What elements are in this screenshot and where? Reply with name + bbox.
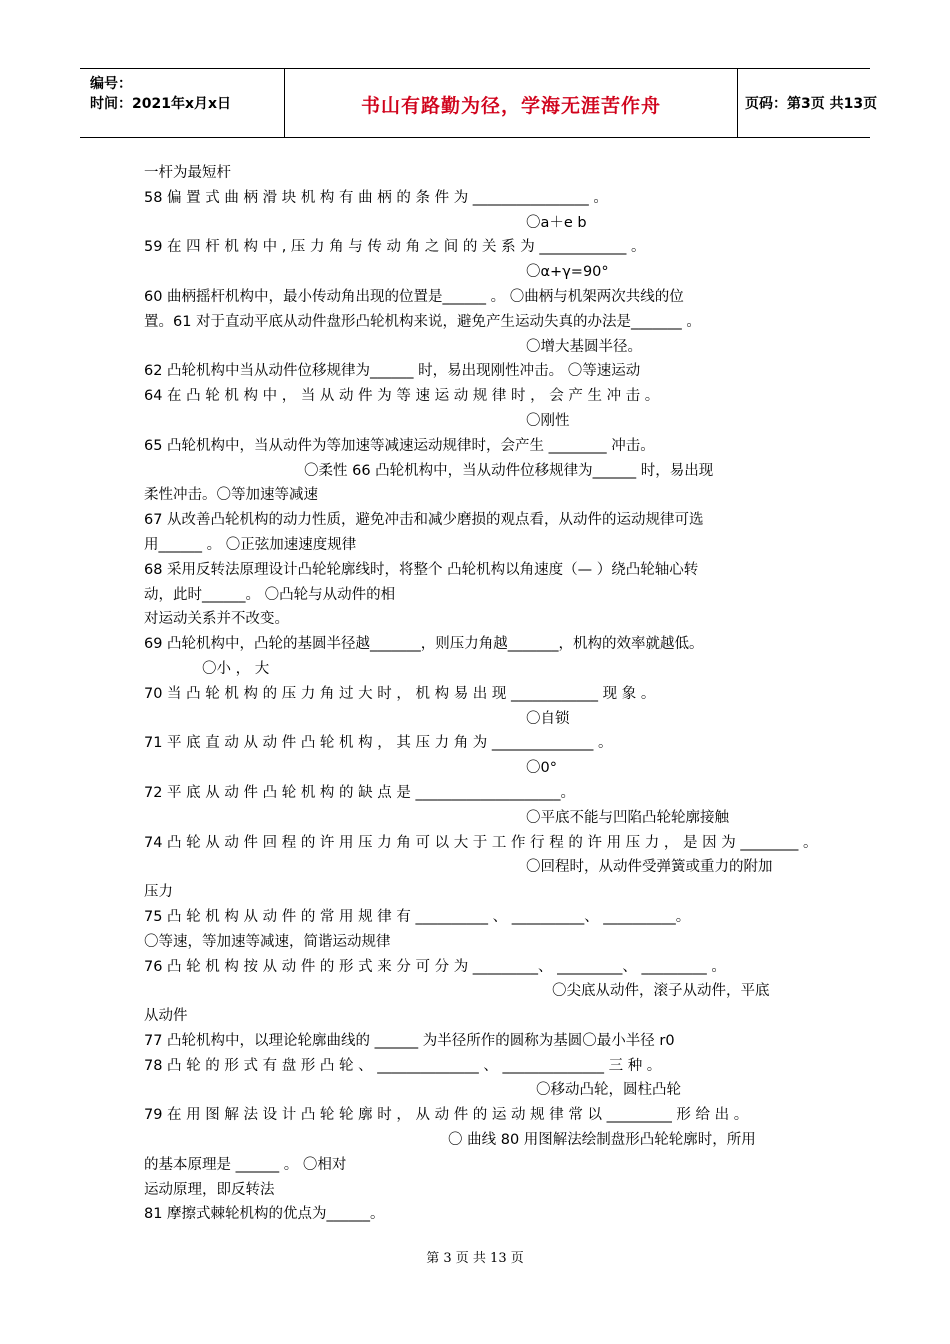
question-68: 68 采用反转法原理设计凸轮轮廓线时，将整个 凸轮机构以角速度（— ）绕凸轮轴心转 xyxy=(144,561,699,578)
header-meta xyxy=(80,69,284,137)
page-footer: 第 3 页 共 13 页 xyxy=(426,1251,524,1266)
question-69: 69 凸轮机构中，凸轮的基圆半径越_______，则压力角越_______，机构的效率就越低。 xyxy=(144,636,704,653)
answer-64: 〇刚性 xyxy=(526,412,570,429)
question-70: 70 当 凸 轮 机 构 的 压 力 角 过 大 时 ， 机 构 易 出 现 ____________ 现 象 。 xyxy=(144,685,656,702)
answer-72: 〇平底不能与凹陷凸轮轮廓接触 xyxy=(526,809,729,826)
question-78: 78 凸 轮 的 形 式 有 盘 形 凸 轮 、 ______________ 、 ______________ 三 种 。 xyxy=(144,1057,662,1074)
answer-80: 的基本原理是 ______ 。 〇相对 xyxy=(144,1156,347,1173)
answer-66: 柔性冲击。〇等加速等减速 xyxy=(144,487,318,504)
page-header xyxy=(80,68,878,138)
question-72: 72 平 底 从 动 件 凸 轮 机 构 的 缺 点 是 ____________________。 xyxy=(144,784,575,801)
question-81: 81 摩擦式棘轮机构的优点为______。 xyxy=(144,1206,385,1223)
question-74: 74 凸 轮 从 动 件 回 程 的 许 用 压 力 角 可 以 大 于 工 作 行 程 的 许 用 压 力 ， 是 因 为 ________ 。 xyxy=(144,834,818,851)
answer-58: 〇a＋e b xyxy=(526,214,587,231)
question-62: 62 凸轮机构中当从动件位移规律为______ 时，易出现刚性冲击。 〇等速运动 xyxy=(144,363,641,380)
question-80: 〇 曲线 80 用图解法绘制盘形凸轮轮廓时，所用 xyxy=(448,1132,756,1149)
text-line: 压力 xyxy=(144,884,173,901)
answer-68: 动，此时______。 〇凸轮与从动件的相 xyxy=(144,586,396,603)
question-64: 64 在 凸 轮 机 构 中 ， 当 从 动 件 为 等 速 运 动 规 律 时 ， 会 产 生 冲 击 。 xyxy=(144,388,660,405)
text-line: 从动件 xyxy=(144,1008,188,1025)
question-77: 77 凸轮机构中，以理论轮廓曲线的 ______ 为半径所作的圆称为基圆〇最小半径 r0 xyxy=(144,1032,675,1049)
answer-74: 〇回程时，从动件受弹簧或重力的附加 xyxy=(526,859,773,876)
answer-69: 〇小 ， 大 xyxy=(202,660,270,677)
question-67: 67 从改善凸轮机构的动力性质，避免冲击和减少磨损的观点看，从动件的运动规律可选 xyxy=(144,512,704,529)
document-body xyxy=(144,161,820,1227)
text-line: 一杆为最短杆 xyxy=(144,165,231,181)
question-60: 60 曲柄摇杆机构中，最小传动角出现的位置是______ 。 〇曲柄与机架两次共线的位 xyxy=(144,288,684,305)
answer-71: 〇0° xyxy=(526,760,557,777)
answer-78: 〇移动凸轮，圆柱凸轮 xyxy=(536,1082,681,1099)
motto: 书山有路勤为径，学海无涯苦作舟 xyxy=(360,95,661,117)
answer-76: 〇尖底从动件，滚子从动件，平底 xyxy=(552,983,770,1000)
question-59: 59 在 四 杆 机 构 中 , 压 力 角 与 传 动 角 之 间 的 关 系 为 ____________ 。 xyxy=(144,239,646,256)
question-66: 〇柔性 66 凸轮机构中，当从动件位移规律为______ 时，易出现 xyxy=(304,462,714,479)
time-label: 时间：2021年x月x日 xyxy=(90,96,232,112)
text-line: 运动原理，即反转法 xyxy=(144,1181,275,1198)
page-code: 页码：第3页 共13页 xyxy=(745,96,878,112)
question-65: 65 凸轮机构中，当从动件为等加速等减速运动规律时，会产生 ________ 冲击。 xyxy=(144,437,655,454)
question-58: 58 偏 置 式 曲 柄 滑 块 机 构 有 曲 柄 的 条 件 为 ________________ 。 xyxy=(144,189,608,206)
question-61: 置。61 对于直动平底从动件盘形凸轮机构来说，避免产生运动失真的办法是_______ 。 xyxy=(144,313,701,330)
answer-70: 〇自锁 xyxy=(526,710,570,727)
question-71: 71 平 底 直 动 从 动 件 凸 轮 机 构 ， 其 压 力 角 为 ______________ 。 xyxy=(144,735,613,752)
question-75: 75 凸 轮 机 构 从 动 件 的 常 用 规 律 有 __________ 、 __________、 __________。 xyxy=(144,908,691,925)
answer-75: 〇等速，等加速等减速，简谐运动规律 xyxy=(144,933,391,950)
question-79: 79 在 用 图 解 法 设 计 凸 轮 轮 廓 时 ， 从 动 件 的 运 动 规 律 常 以 _________ 形 给 出 。 xyxy=(144,1107,749,1124)
header-page-cell xyxy=(737,69,878,137)
question-76: 76 凸 轮 机 构 按 从 动 件 的 形 式 来 分 可 分 为 _________、 _________、 _________ 。 xyxy=(144,958,726,975)
answer-59: 〇α+γ=90° xyxy=(526,264,609,281)
answer-67: 用______ 。 〇正弦加速速度规律 xyxy=(144,536,357,553)
answer-61: 〇增大基圆半径。 xyxy=(526,338,642,355)
header-motto-cell xyxy=(284,69,738,137)
number-label: 编号： xyxy=(90,76,132,92)
text-line: 对运动关系并不改变。 xyxy=(144,611,289,628)
